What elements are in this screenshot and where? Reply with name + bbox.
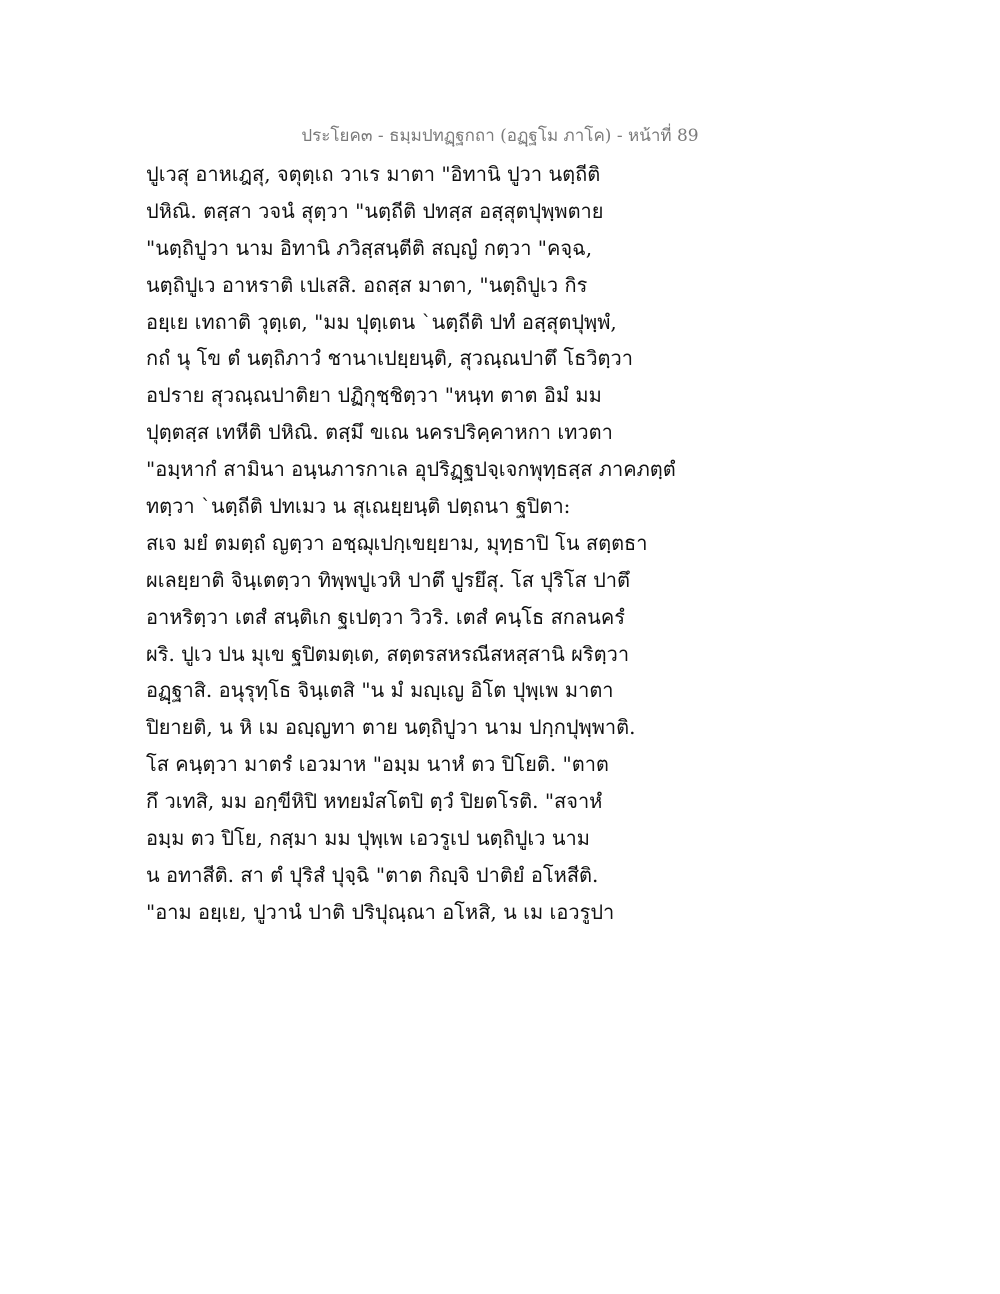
text-line: อยฺเย เทถาติ วุตฺเต, "มม ปุตฺเตน `นตฺถีติ ปทํ อสฺสุตปุพฺพํ,	[146, 309, 617, 334]
text-line: อปราย สุวณฺณปาติยา ปฏิกุชฺชิตฺวา "หนฺท ตาต อิมํ มม	[146, 383, 602, 408]
text-line: โส คนฺตฺวา มาตรํ เอวมาห "อมฺม นาหํ ตว ปิโยติ. "ตาต	[146, 752, 609, 777]
text-line: นตฺถิปูเว อาหราติ เปเสสิ. อถสฺส มาตา, "นตฺถิปูเว กิร	[146, 272, 588, 297]
text-line: ทตฺวา `นตฺถีติ ปทเมว น สุเณยฺยนฺติ ปตฺถนา ฐปิตา:	[146, 494, 571, 519]
text-line: น อทาสีติ. สา ตํ ปุริสํ ปุจฺฉิ "ตาต กิญฺจิ ปาติยํ อโหสีติ.	[146, 862, 599, 887]
page-header: ประโยค๓ - ธมฺมปทฏฺฐกถา (อฏฺฐโม ภาโค) - หน้าที่ 89	[301, 126, 699, 146]
text-line: กึ วเทสิ, มม อกฺขีหิปิ หทยมํสโตปิ ตฺวํ ปิยตโรติ. "สจาหํ	[146, 789, 603, 814]
text-line: ผเลยฺยาติ จินฺเตตฺวา ทิพฺพปูเวหิ ปาตึ ปูรยึสุ. โส ปุริโส ปาตึ	[146, 567, 631, 592]
text-line: ปุตฺตสฺส เทหีติ ปหิณิ. ตสฺมึ ขเณ นครปริคฺคาหกา เทวตา	[146, 420, 613, 445]
text-line: ปิยายติ, น หิ เม อญฺญทา ตาย นตฺถิปูวา นาม ปกฺกปุพฺพาติ.	[146, 715, 636, 740]
text-line: อฏฺฐาสิ. อนุรุทฺโธ จินฺเตสิ "น มํ มญฺเญ อิโต ปุพฺเพ มาตา	[146, 678, 614, 703]
text-line: "อาม อยฺเย, ปูวานํ ปาติ ปริปุณฺณา อโหสิ, น เม เอวรูปา	[146, 899, 615, 924]
text-line: "อมฺหากํ สามินา อนฺนภารกาเล อุปริฏฺฐปจฺเจกพุทฺธสฺส ภาคภตฺตํ	[146, 457, 676, 482]
text-line: ปหิณิ. ตสฺสา วจนํ สุตฺวา "นตฺถีติ ปทสฺส อสฺสุตปุพฺพตาย	[146, 198, 604, 223]
text-line: อาหริตฺวา เตสํ สนฺติเก ฐเปตฺวา วิวริ. เตสํ คนฺโธ สกลนครํ	[146, 604, 625, 629]
text-line: อมฺม ตว ปิโย, กสฺมา มม ปุพฺเพ เอวรูเป นตฺถิปูเว นาม	[146, 826, 590, 851]
text-line: ผริ. ปูเว ปน มุเข ฐปิตมตฺเต, สตฺตรสหรณีสหสฺสานิ ผริตฺวา	[146, 641, 630, 666]
text-line: กถํ นุ โข ตํ นตฺถิภาวํ ชานาเปยฺยนฺติ, สุวณฺณปาตึ โธวิตฺวา	[146, 346, 633, 371]
text-line: "นตฺถิปูวา นาม อิทานิ ภวิสฺสนฺตีติ สญฺญํ กตฺวา "คจฺฉ,	[146, 235, 593, 260]
text-line: สเจ มยํ ตมตฺถํ ญตฺวา อชฺฌุเปกฺเขยฺยาม, มุทฺธาปิ โน สตฺตธา	[146, 530, 648, 555]
body-text	[146, 156, 676, 931]
text-line: ปูเวสุ อาหเฎสุ, จตุตฺเถ วาเร มาตา "อิทานิ ปูวา นตฺถีติ	[146, 162, 601, 186]
